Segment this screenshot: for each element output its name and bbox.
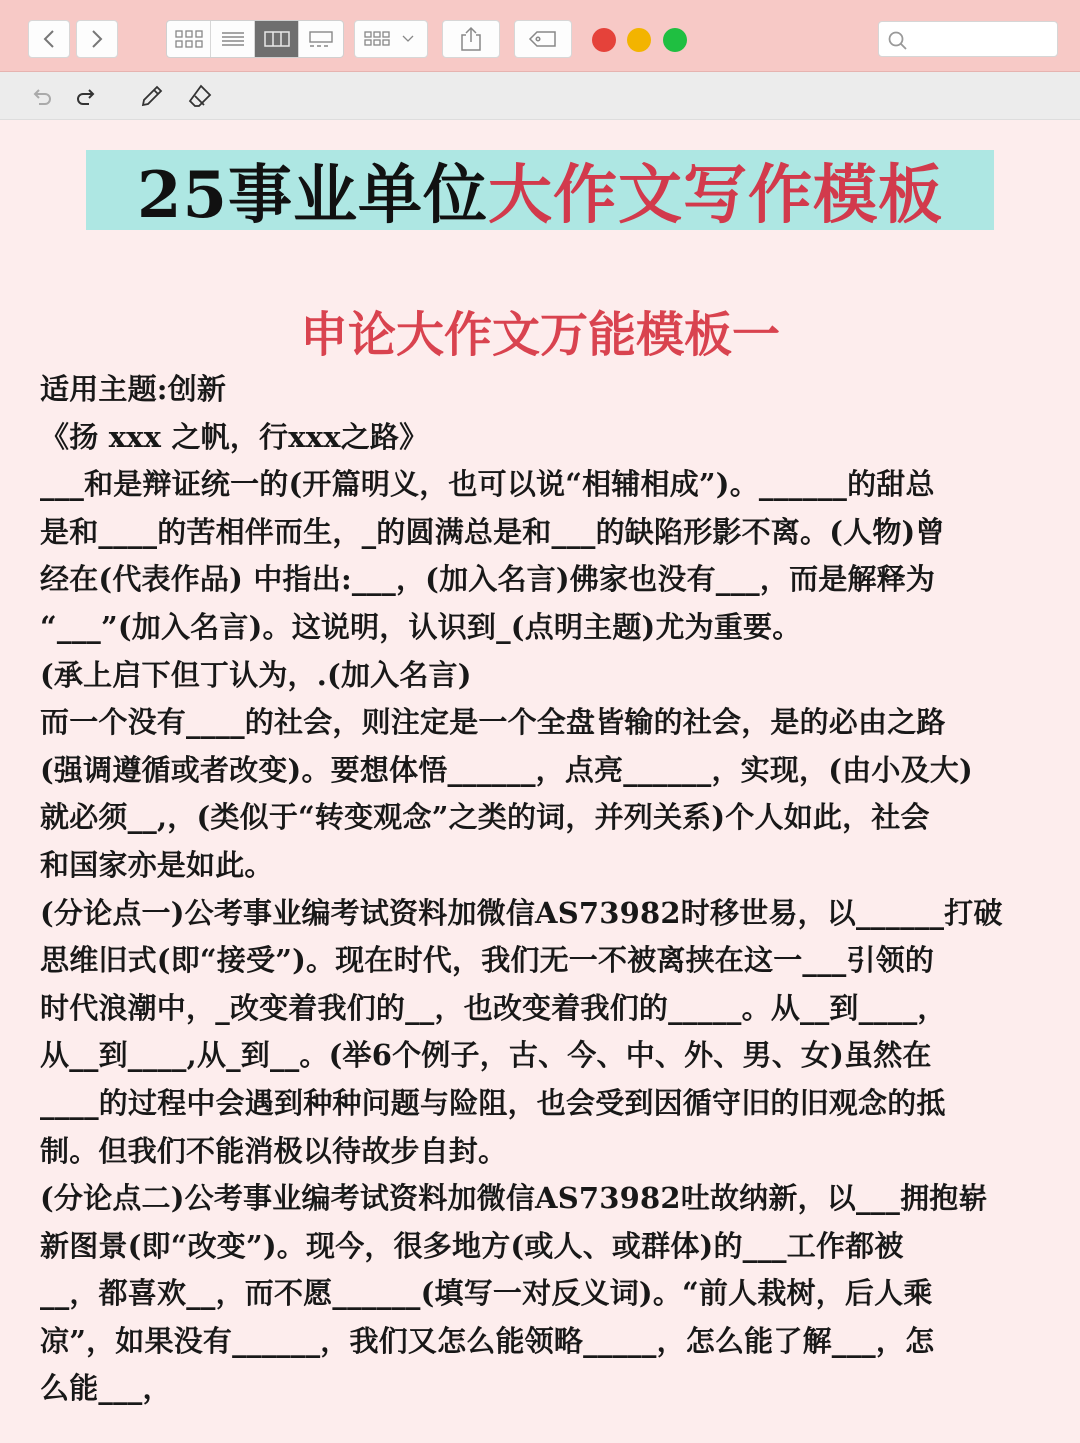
body-line: (承上启下但丁认为，.(加入名言) [40, 657, 472, 692]
body-line: “___”(加入名言)。这说明，认识到_(点明主题)尤为重要。 [40, 609, 802, 644]
grid-view-button[interactable] [167, 21, 211, 57]
forward-arrow-icon [90, 29, 104, 49]
group-menu-icon [363, 29, 419, 49]
forward-button[interactable] [76, 20, 118, 58]
body-line: 思维旧式(即“接受”)。现在时代，我们无一不被离挟在这一___引领的 [40, 943, 935, 978]
pencil-tool[interactable] [138, 82, 166, 110]
share-button[interactable] [442, 20, 500, 58]
body-line: ____的过程中会遇到种种问题与险阻，也会受到因循守旧的旧观念的抵 [40, 1085, 946, 1120]
gallery-view-icon [307, 29, 335, 49]
column-view-icon [263, 29, 291, 49]
body-line: 时代浪潮中，_改变着我们的__，也改变着我们的_____。从__到____， [40, 990, 947, 1025]
body-line: 经在(代表作品) 中指出:___，(加入名言)佛家也没有___，而是解释为 [40, 562, 936, 597]
redo-icon [74, 85, 98, 107]
share-icon [460, 26, 482, 52]
back-button[interactable] [28, 20, 70, 58]
tag-icon [528, 29, 558, 49]
title-black-text: 25事业单位 [136, 158, 489, 233]
body-line: 从__到____,从_到__。(举6个例子，古、今、中、外、男、女)虽然在 [40, 1038, 932, 1073]
pencil-icon [139, 83, 165, 109]
minimize-window-dot[interactable] [627, 28, 651, 52]
body-line: (强调遵循或者改变)。要想体悟______，点亮______，实现，(由小及大) [40, 752, 973, 787]
view-mode-switch [166, 20, 344, 58]
top-toolbar [0, 0, 1080, 72]
document-body [40, 366, 1050, 1413]
body-line: 而一个没有____的社会，则注定是一个全盘皆输的社会，是的必由之路 [40, 705, 946, 740]
gallery-view-button[interactable] [299, 21, 343, 57]
body-line: 凉”，如果没有______，我们又怎么能领略_____，怎么能了解___，怎 [40, 1323, 935, 1358]
back-arrow-icon [42, 29, 56, 49]
body-line: 是和____的苦相伴而生，_的圆满总是和___的缺陷形影不离。(人物)曾 [40, 514, 945, 549]
search-icon [887, 30, 909, 52]
body-line: 新图景(即“改变”)。现今，很多地方(或人、或群体)的___工作都被 [40, 1228, 904, 1263]
group-menu-button[interactable] [354, 20, 428, 58]
title-red-text: 大作文写作模板 [488, 158, 944, 233]
undo-icon [30, 85, 54, 107]
eraser-icon [187, 83, 213, 109]
body-line: (分论点一)公考事业编考试资料加微信AS73982时移世易，以______打破 [40, 895, 1003, 930]
body-line: 适用主题:创新 [40, 372, 227, 406]
body-line: 制。但我们不能消极以待故步自封。 [40, 1133, 508, 1168]
body-line: 《扬 xxx 之帆，行xxx之路》 [40, 419, 429, 454]
column-view-button[interactable] [255, 21, 299, 57]
redo-button[interactable] [72, 82, 100, 110]
grid-view-icon [174, 29, 204, 49]
body-line: ___和是辩证统一的(开篇明义，也可以说“相辅相成”)。______的甜总 [40, 467, 935, 502]
body-line: 么能___， [40, 1371, 172, 1406]
body-line: __，都喜欢__，而不愿______(填写一对反义词)。“前人栽树，后人乘 [40, 1276, 933, 1311]
tag-button[interactable] [514, 20, 572, 58]
undo-button[interactable] [28, 82, 56, 110]
document-title-banner [86, 150, 994, 233]
close-window-dot[interactable] [592, 28, 616, 52]
maximize-window-dot[interactable] [663, 28, 687, 52]
list-view-icon [220, 29, 246, 49]
eraser-tool[interactable] [186, 82, 214, 110]
edit-toolbar [0, 72, 1080, 120]
body-line: (分论点二)公考事业编考试资料加微信AS73982吐故纳新，以___拥抱崭 [40, 1181, 988, 1216]
list-view-button[interactable] [211, 21, 255, 57]
document-subtitle: 申论大作文万能模板一 [299, 307, 780, 363]
body-line: 和国家亦是如此。 [40, 847, 274, 882]
search-input[interactable] [878, 21, 1058, 57]
body-line: 就必须__,，(类似于“转变观念”之类的词，并列关系)个人如此，社会 [40, 800, 930, 835]
